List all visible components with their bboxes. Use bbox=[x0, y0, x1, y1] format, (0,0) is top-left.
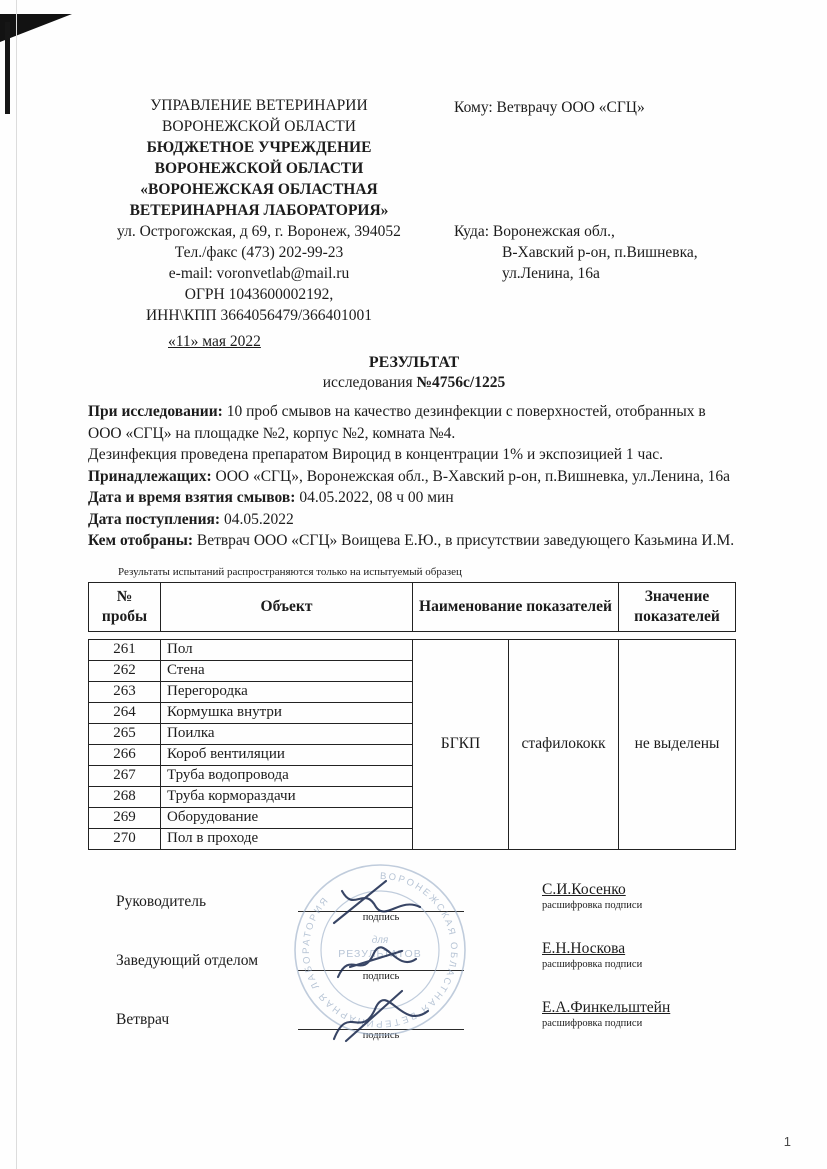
document-content bbox=[88, 95, 740, 1057]
sample-number-cell: 261 bbox=[89, 639, 161, 660]
org-ogrn: ОГРН 1043600002192, bbox=[184, 286, 334, 303]
org-line: ВОРОНЕЖСКОЙ ОБЛАСТИ bbox=[154, 160, 364, 177]
signature-line bbox=[298, 1009, 464, 1041]
stamp-center-line1: для bbox=[371, 935, 389, 946]
col-header-sample-number: № пробы bbox=[89, 582, 161, 631]
recipient-where bbox=[454, 221, 744, 284]
sample-number-cell: 263 bbox=[89, 681, 161, 702]
letterhead bbox=[88, 95, 740, 353]
paragraph-research bbox=[88, 401, 740, 444]
signature-name: Е.А.Финкельштейн bbox=[542, 998, 671, 1016]
object-cell: Кормушка внутри bbox=[161, 702, 413, 723]
signature-role: Ветврач bbox=[116, 1010, 170, 1028]
where-line: В-Хавский р-он, п.Вишневка, bbox=[502, 244, 698, 261]
org-line: ВОРОНЕЖСКОЙ ОБЛАСТИ bbox=[162, 118, 356, 135]
org-phone: Тел./факс (473) 202-99-23 bbox=[174, 244, 344, 261]
org-email: e-mail: voronvetlab@mail.ru bbox=[168, 265, 350, 282]
org-inn: ИНН\КПП 3664056479/366401001 bbox=[145, 307, 373, 324]
signature-name-caption: расшифровка подписи bbox=[542, 1017, 643, 1029]
stamp-center-line2: РЕЗУЛЬТАТОВ bbox=[338, 948, 422, 960]
object-cell: Стена bbox=[161, 660, 413, 681]
results-disclaimer: Результаты испытаний распространяются только на испытуемый образец bbox=[118, 565, 462, 578]
object-cell: Пол bbox=[161, 639, 413, 660]
paragraph-received-date bbox=[88, 509, 740, 531]
sample-number-cell: 266 bbox=[89, 744, 161, 765]
organization-block bbox=[88, 95, 430, 326]
org-line: «ВОРОНЕЖСКАЯ ОБЛАСТНАЯ bbox=[140, 181, 378, 198]
sample-number-cell: 264 bbox=[89, 702, 161, 723]
result-value-cell: не выделены bbox=[619, 639, 736, 849]
scan-artifact-corner bbox=[0, 14, 72, 42]
object-cell: Труба кормораздачи bbox=[161, 786, 413, 807]
signature-name: Е.Н.Носкова bbox=[542, 939, 626, 957]
paragraph-text: Ветврач ООО «СГЦ» Воищева Е.Ю., в присутствии заведующего Казьмина И.М. bbox=[192, 532, 735, 549]
subtitle-prefix: исследования bbox=[322, 374, 417, 391]
signature-name-caption: расшифровка подписи bbox=[542, 958, 643, 970]
col-header-indicator-value: Значение показателей bbox=[619, 582, 736, 631]
org-line: ВЕТЕРИНАРНАЯ ЛАБОРАТОРИЯ» bbox=[129, 202, 389, 219]
org-address: ул. Острогожская, д 69, г. Воронеж, 394052 bbox=[117, 223, 401, 240]
paragraph-text: ООО «СГЦ», Воронежская обл., В-Хавский р-он, п.Вишневка, ул.Ленина, 16а bbox=[211, 467, 730, 485]
signature-name-caption: расшифровка подписи bbox=[542, 899, 643, 911]
scan-artifact-line bbox=[16, 0, 17, 1169]
title-block bbox=[88, 353, 740, 393]
sample-number-cell: 270 bbox=[89, 828, 161, 849]
paragraph-text: Дезинфекция проведена препаратом Вироцид в концентрации 1% и экспозицией 1 час. bbox=[88, 446, 663, 463]
paragraph-text: 04.05.2022, 08 ч 00 мин bbox=[295, 489, 454, 506]
where-line: Куда: Воронежская обл., bbox=[454, 223, 615, 240]
object-cell: Труба водопровода bbox=[161, 765, 413, 786]
signature-row-director bbox=[116, 880, 740, 923]
paragraph-sampled-by bbox=[88, 530, 740, 552]
results-table-header bbox=[88, 582, 736, 632]
sample-number-cell: 267 bbox=[89, 765, 161, 786]
paragraph-lead: При исследовании: bbox=[88, 403, 223, 420]
signature-name: С.И.Косенко bbox=[542, 880, 626, 898]
sample-number-cell: 268 bbox=[89, 786, 161, 807]
signature-line bbox=[298, 891, 464, 923]
table-row bbox=[89, 639, 736, 660]
paragraph-text: 10 проб смывов на качество дезинфекции с поверхностей, отобранных в ООО «СГЦ» на площадке №2, корпус №2, комната №4. bbox=[88, 403, 706, 442]
signature-name-block bbox=[542, 998, 670, 1030]
sample-number-cell: 265 bbox=[89, 723, 161, 744]
object-cell: Поилка bbox=[161, 723, 413, 744]
signature-name-block bbox=[542, 880, 642, 912]
results-table bbox=[88, 639, 736, 850]
signature-line-caption: подпись bbox=[362, 970, 400, 982]
paragraph-disinfection bbox=[88, 444, 740, 466]
research-number: №4756с/1225 bbox=[416, 374, 506, 391]
col-header-object: Объект bbox=[161, 582, 413, 631]
document-date: «11» мая 2022 bbox=[168, 333, 261, 350]
paragraph-lead: Принадлежащих: bbox=[88, 467, 212, 485]
document-title: РЕЗУЛЬТАТ bbox=[368, 354, 460, 371]
sample-number-cell: 269 bbox=[89, 807, 161, 828]
stamp-ring-text: ВОРОНЕЖСКАЯ ОБЛАСТНАЯ ВЕТЕРИНАРНАЯ ЛАБОРАТОРИЯ bbox=[300, 870, 460, 1030]
org-line: УПРАВЛЕНИЕ ВЕТЕРИНАРИИ bbox=[150, 97, 368, 114]
paragraph-belonging bbox=[88, 466, 740, 488]
indicator-bgkp-cell: БГКП bbox=[413, 639, 509, 849]
signature-role: Руководитель bbox=[116, 892, 207, 910]
col-header-indicator-name: Наименование показателей bbox=[413, 582, 619, 631]
indicator-staph-cell: стафилококк bbox=[509, 639, 619, 849]
signature-line bbox=[298, 950, 464, 982]
page-number: 1 bbox=[783, 1134, 791, 1149]
scan-artifact-edge bbox=[5, 22, 10, 114]
object-cell: Перегородка bbox=[161, 681, 413, 702]
paragraph-lead: Кем отобраны: bbox=[88, 532, 193, 549]
signature-line-caption: подпись bbox=[362, 911, 400, 923]
paragraph-lead: Дата и время взятия смывов: bbox=[88, 489, 296, 506]
paragraph-sampling-datetime bbox=[88, 487, 740, 509]
signature-row-vet bbox=[116, 998, 740, 1041]
object-cell: Пол в проходе bbox=[161, 828, 413, 849]
signature-section bbox=[116, 880, 740, 1041]
object-cell: Оборудование bbox=[161, 807, 413, 828]
recipient-to: Кому: Ветврачу ООО «СГЦ» bbox=[454, 99, 645, 116]
signature-name-block bbox=[542, 939, 642, 971]
signature-row-department-head bbox=[116, 939, 740, 982]
sample-number-cell: 262 bbox=[89, 660, 161, 681]
object-cell: Короб вентиляции bbox=[161, 744, 413, 765]
signature-role: Заведующий отделом bbox=[116, 951, 259, 969]
document-subtitle bbox=[88, 373, 740, 393]
paragraph-text: 04.05.2022 bbox=[220, 510, 294, 528]
paragraph-lead: Дата поступления: bbox=[88, 510, 221, 528]
org-line: БЮДЖЕТНОЕ УЧРЕЖДЕНИЕ bbox=[146, 139, 372, 156]
body-text bbox=[88, 401, 740, 552]
signature-line-caption: подпись bbox=[362, 1029, 400, 1041]
where-line: ул.Ленина, 16а bbox=[502, 265, 600, 282]
